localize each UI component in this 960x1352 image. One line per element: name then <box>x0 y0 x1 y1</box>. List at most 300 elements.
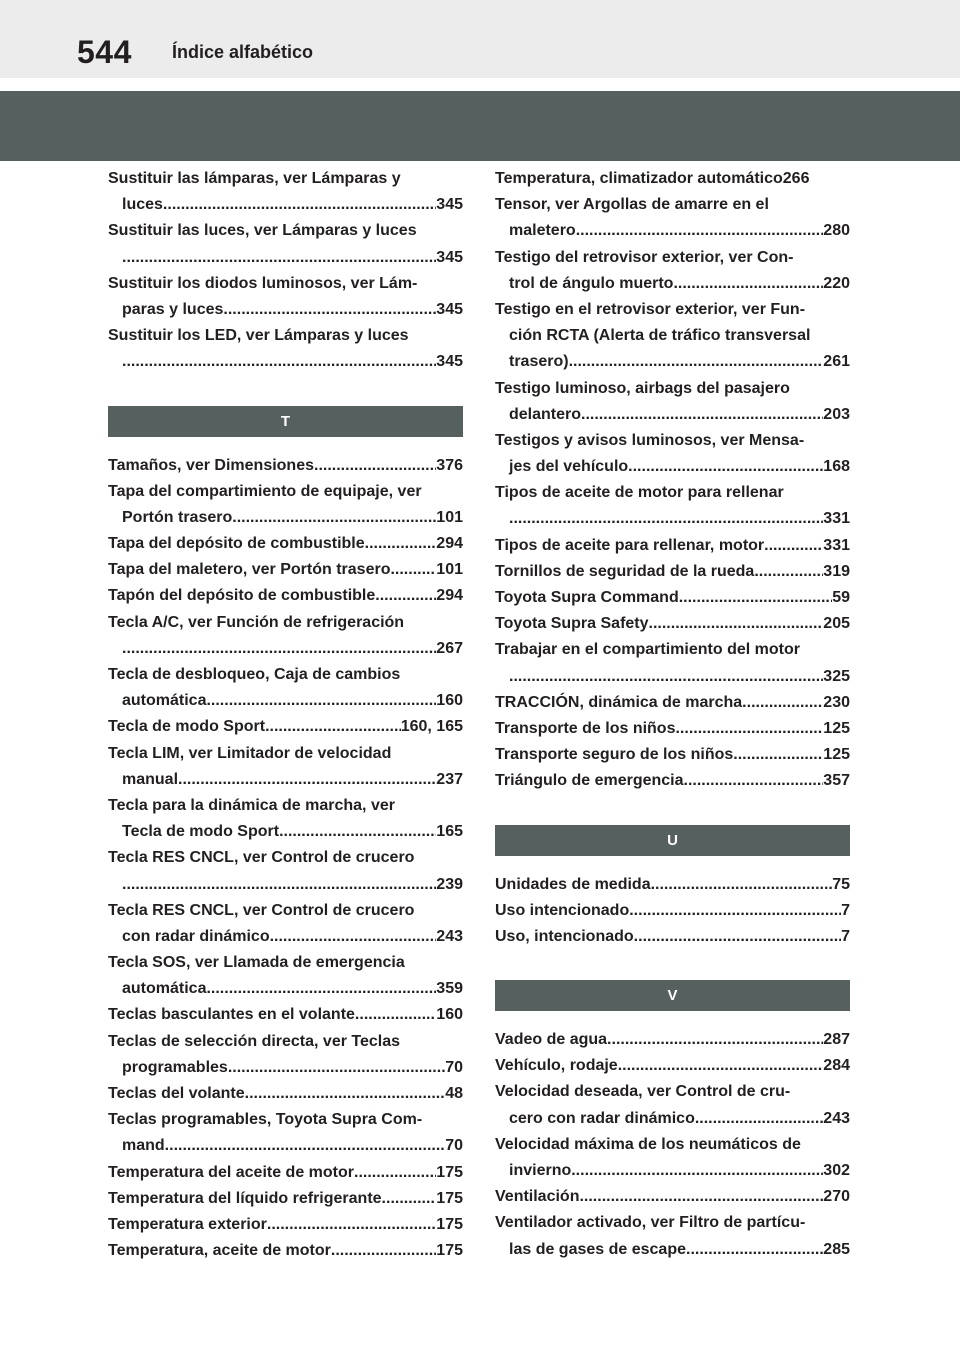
dot-leader <box>267 1212 436 1238</box>
page-reference: 175 <box>436 1163 463 1181</box>
index-term: Tecla RES CNCL, ver Control de crucero <box>108 849 415 867</box>
dot-leader <box>695 1106 823 1132</box>
index-entry-line <box>495 349 850 375</box>
page-header <box>0 0 960 78</box>
index-term: Tapón del depósito de combustible <box>108 587 376 605</box>
page-reference: 175 <box>436 1189 463 1207</box>
page-reference: 7 <box>841 901 850 919</box>
page-reference: 168 <box>823 458 850 476</box>
dot-leader <box>354 1160 436 1186</box>
page-reference: 220 <box>823 274 850 292</box>
index-entry-line <box>495 376 850 402</box>
dot-leader <box>607 1027 823 1053</box>
index-entry <box>495 1027 850 1053</box>
dot-leader <box>673 271 823 297</box>
dot-leader <box>122 245 436 271</box>
index-entry-line <box>108 245 463 271</box>
index-entry <box>495 480 850 532</box>
page-reference: 294 <box>436 587 463 605</box>
index-term: Tecla de modo Sport <box>108 718 266 736</box>
dot-leader <box>649 611 824 637</box>
dot-leader <box>245 1081 446 1107</box>
dot-leader <box>569 349 824 375</box>
index-entry-line <box>108 741 463 767</box>
index-entry <box>108 453 463 479</box>
dot-leader <box>163 192 436 218</box>
dot-leader <box>579 1184 823 1210</box>
page-reference: 345 <box>436 196 463 214</box>
index-term: Testigo luminoso, airbags del pasajero <box>495 379 790 397</box>
index-entry <box>495 872 850 898</box>
index-term: programables <box>122 1058 228 1076</box>
index-entry <box>108 166 463 218</box>
index-entry <box>495 585 850 611</box>
index-entry <box>495 898 850 924</box>
index-entry-line <box>495 1158 850 1184</box>
index-entry <box>108 1002 463 1028</box>
dot-leader <box>279 819 436 845</box>
index-entry-line <box>108 1212 463 1238</box>
index-term: Ventilador activado, ver Filtro de partícu- <box>495 1214 806 1232</box>
index-term: invierno <box>509 1162 572 1179</box>
index-entry-line <box>495 637 850 663</box>
index-term: Tecla de desbloqueo, Caja de cambios <box>108 666 401 683</box>
index-entry-line <box>108 662 463 688</box>
index-entry <box>108 479 463 531</box>
index-term: Triángulo de emergencia <box>495 772 684 790</box>
index-term: Ventilación <box>495 1188 580 1206</box>
index-term: Teclas basculantes en el volante <box>108 1006 355 1024</box>
index-entry <box>495 245 850 297</box>
index-column-right <box>495 166 850 1263</box>
index-entry <box>108 557 463 583</box>
page-reference: 59 <box>832 589 850 606</box>
index-entry <box>108 741 463 793</box>
index-term: Transporte de los niños <box>495 719 676 737</box>
dot-leader <box>375 583 436 609</box>
index-entry-line <box>495 768 850 794</box>
index-entry-line <box>495 1237 850 1263</box>
page-reference: 243 <box>436 927 463 945</box>
index-entry <box>108 662 463 714</box>
index-entry <box>495 1053 850 1079</box>
index-entry-line <box>108 1133 463 1159</box>
page-reference: 287 <box>823 1031 850 1049</box>
index-entry <box>108 1107 463 1159</box>
index-entry-line <box>108 845 463 871</box>
index-term: las de gases de escape <box>509 1240 686 1258</box>
index-term: Velocidad máxima de los neumáticos de <box>495 1135 801 1153</box>
dot-leader <box>634 924 841 950</box>
dot-leader <box>684 768 824 794</box>
page-reference: 7 <box>841 927 850 945</box>
running-title: Índice alfabético <box>172 42 314 62</box>
dot-leader <box>618 1053 824 1079</box>
index-entry-line <box>495 1053 850 1079</box>
index-term: luces <box>122 196 163 214</box>
page-reference: 357 <box>823 772 850 790</box>
index-term: Testigo en el retrovisor exterior, ver Fun- <box>495 300 806 318</box>
index-entry-line <box>108 323 463 349</box>
dot-leader <box>122 872 436 898</box>
page-reference: 270 <box>823 1188 850 1206</box>
section-letter-header: U <box>495 825 850 856</box>
dot-leader <box>206 688 436 714</box>
dot-leader <box>679 585 832 611</box>
dot-leader <box>686 1237 823 1263</box>
index-entry-line <box>108 557 463 583</box>
index-entry-line <box>108 1055 463 1081</box>
page-reference: 319 <box>823 562 850 580</box>
page-reference: 261 <box>823 353 850 371</box>
index-entry <box>495 428 850 480</box>
page-reference: 160, 165 <box>400 718 463 736</box>
index-entry <box>495 192 850 244</box>
page-reference: 70 <box>445 1058 463 1076</box>
page-reference: 175 <box>436 1242 463 1260</box>
index-term: delantero <box>509 405 582 423</box>
index-entry <box>495 690 850 716</box>
index-term: Tecla SOS, ver Llamada de emergencia <box>108 954 405 972</box>
index-term: Testigos y avisos luminosos, ver Mensa- <box>495 431 805 449</box>
index-entry-line <box>108 583 463 609</box>
index-term: automática <box>122 692 207 710</box>
index-entry-line: Temperatura, climatizador automático266 <box>495 170 810 187</box>
index-entry <box>108 845 463 897</box>
dot-leader <box>733 742 823 768</box>
index-term: Teclas de selección directa, ver Teclas <box>108 1032 401 1050</box>
index-entry <box>108 950 463 1002</box>
index-entry-line <box>108 950 463 976</box>
index-entry-line <box>495 506 850 532</box>
index-entry <box>108 793 463 845</box>
index-entry <box>108 898 463 950</box>
index-entry <box>495 637 850 689</box>
page-reference: 243 <box>823 1109 850 1127</box>
index-term: Portón trasero <box>122 508 233 526</box>
page-reference: 280 <box>823 222 850 240</box>
index-term: cero con radar dinámico <box>509 1109 695 1127</box>
index-term: Sustituir los diodos luminosos, ver Lám- <box>108 274 418 292</box>
index-term: Tipos de aceite de motor para rellenar <box>495 484 784 502</box>
index-term: maletero <box>509 222 576 240</box>
index-term: Tornillos de seguridad de la rueda <box>495 562 755 580</box>
index-entry <box>495 533 850 559</box>
index-entry-line <box>108 1160 463 1186</box>
index-entry-line <box>495 1079 850 1105</box>
index-term: Transporte seguro de los niños <box>495 746 734 764</box>
index-entry <box>495 716 850 742</box>
page-reference: 101 <box>436 561 463 579</box>
dot-leader <box>628 454 823 480</box>
dot-leader <box>764 533 823 559</box>
page-reference: 325 <box>823 667 850 685</box>
page-reference: 125 <box>823 746 850 764</box>
dot-leader <box>509 664 823 690</box>
index-entry-line <box>108 1107 463 1133</box>
index-entry <box>108 714 463 740</box>
index-term: trol de ángulo muerto <box>509 274 674 292</box>
index-entry <box>108 1029 463 1081</box>
index-term: ción RCTA (Alerta de tráfico transversal <box>509 327 811 345</box>
index-entry-line <box>108 976 463 1002</box>
page-reference: 205 <box>823 615 850 633</box>
index-entry-line <box>495 872 850 898</box>
index-entry-line <box>108 767 463 793</box>
index-entry <box>495 1132 850 1184</box>
index-entry-line <box>108 453 463 479</box>
index-entry-line <box>495 1027 850 1053</box>
index-term: Vadeo de agua <box>495 1031 608 1049</box>
page-reference: 331 <box>823 536 850 554</box>
index-entry-line <box>495 898 850 924</box>
index-term: Tipos de aceite para rellenar, motor <box>495 536 765 554</box>
page-reference: 48 <box>445 1085 463 1102</box>
index-term: mand <box>122 1137 165 1155</box>
page-reference: 285 <box>823 1240 850 1258</box>
index-entry-line <box>108 349 463 375</box>
index-term: Toyota Supra Command <box>495 589 679 606</box>
index-entry <box>108 218 463 270</box>
dot-leader <box>228 1055 445 1081</box>
index-entry-line <box>495 1132 850 1158</box>
index-term: Uso intencionado <box>495 901 630 919</box>
index-term: Tensor, ver Argollas de amarre en el <box>495 196 769 214</box>
index-term: manual <box>122 770 179 788</box>
dot-leader <box>675 716 823 742</box>
index-term: Teclas del volante <box>108 1085 245 1102</box>
dot-leader <box>651 872 833 898</box>
dot-leader <box>270 924 437 950</box>
dot-leader <box>571 1158 823 1184</box>
index-term: Tecla A/C, ver Función de refrigeración <box>108 613 405 631</box>
dot-leader <box>509 506 823 532</box>
index-entry-line <box>495 716 850 742</box>
dot-leader <box>581 402 823 428</box>
index-term: Tamaños, ver Dimensiones <box>108 456 314 474</box>
index-entry-line <box>495 924 850 950</box>
dot-leader <box>754 559 823 585</box>
index-entry <box>108 323 463 375</box>
index-entry-line <box>495 1184 850 1210</box>
page-reference: 165 <box>436 823 463 841</box>
page-reference: 284 <box>823 1057 850 1075</box>
index-term: Unidades de medida <box>495 875 651 893</box>
index-entry <box>495 1079 850 1131</box>
index-entry-line <box>108 714 463 740</box>
index-entry <box>108 610 463 662</box>
index-term: TRACCIÓN, dinámica de marcha <box>495 693 743 711</box>
index-entry-line <box>108 1029 463 1055</box>
index-term: Velocidad deseada, ver Control de cru- <box>495 1083 791 1101</box>
dot-leader <box>355 1002 436 1028</box>
index-entry-line <box>495 480 850 506</box>
dot-leader <box>382 1186 437 1212</box>
index-entry-line <box>108 636 463 662</box>
index-term: Tapa del compartimiento de equipaje, ver <box>108 482 422 500</box>
dot-leader <box>178 767 436 793</box>
index-entry <box>495 1210 850 1262</box>
index-entry-line <box>495 402 850 428</box>
index-entry-line <box>495 559 850 585</box>
index-entry-line <box>495 690 850 716</box>
index-entry <box>108 1186 463 1212</box>
dot-leader <box>742 690 823 716</box>
index-entry-line <box>495 297 850 323</box>
index-term: Sustituir las luces, ver Lámparas y luces <box>108 222 417 240</box>
index-entry-line <box>108 610 463 636</box>
index-term: Temperatura del líquido refrigerante <box>108 1189 382 1207</box>
index-entry <box>495 1184 850 1210</box>
index-term: Sustituir las lámparas, ver Lámparas y <box>108 170 401 187</box>
page-reference: 294 <box>436 535 463 553</box>
page-reference: 175 <box>436 1215 463 1233</box>
index-entry-line <box>108 924 463 950</box>
dot-leader <box>223 297 436 323</box>
index-term: Trabajar en el compartimiento del motor <box>495 641 800 659</box>
index-entry-line <box>108 1238 463 1264</box>
index-entry <box>495 924 850 950</box>
page-reference: 302 <box>823 1162 850 1179</box>
index-entry-line <box>495 742 850 768</box>
index-term: Teclas programables, Toyota Supra Com- <box>108 1111 423 1129</box>
page-reference: 239 <box>436 875 463 893</box>
index-term: Tapa del maletero, ver Portón trasero <box>108 561 391 579</box>
dot-leader <box>314 453 436 479</box>
index-term: Tecla LIM, ver Limitador de velocidad <box>108 744 392 762</box>
page-reference: 376 <box>436 456 463 474</box>
index-entry <box>108 1212 463 1238</box>
page-reference: 237 <box>436 770 463 788</box>
index-entry-line <box>495 611 850 637</box>
index-entry <box>495 297 850 376</box>
index-entry-line <box>108 1186 463 1212</box>
index-entry <box>495 166 850 192</box>
page-reference: 359 <box>436 980 463 998</box>
index-entry-line <box>495 585 850 611</box>
index-term: Tecla RES CNCL, ver Control de crucero <box>108 901 415 919</box>
index-entry-line <box>495 218 850 244</box>
index-entry <box>495 611 850 637</box>
page-reference: 267 <box>436 639 463 657</box>
index-entry-line <box>495 245 850 271</box>
dot-leader <box>265 714 401 740</box>
dot-leader <box>390 557 436 583</box>
page-reference: 160 <box>436 1006 463 1024</box>
index-term: con radar dinámico <box>122 927 270 945</box>
dot-leader <box>331 1238 436 1264</box>
dot-leader <box>232 505 436 531</box>
dot-leader <box>122 349 436 375</box>
index-term: paras y luces <box>122 300 224 318</box>
page-number: 544 <box>77 34 132 70</box>
index-entry-line <box>108 793 463 819</box>
index-entry-line <box>108 1002 463 1028</box>
index-entry-line <box>495 454 850 480</box>
index-entry <box>108 1081 463 1107</box>
dot-leader <box>122 636 436 662</box>
index-term: Tecla de modo Sport <box>122 823 280 841</box>
index-term: Tecla para la dinámica de marcha, ver <box>108 796 395 814</box>
dot-leader <box>365 531 437 557</box>
index-entry-line <box>108 297 463 323</box>
dot-leader <box>629 898 841 924</box>
index-entry-line <box>108 192 463 218</box>
index-entry-line <box>108 166 463 192</box>
page-reference: 101 <box>436 508 463 526</box>
index-term: trasero) <box>509 353 569 371</box>
index-term: automática <box>122 980 207 998</box>
index-entry <box>495 768 850 794</box>
index-entry-line <box>108 819 463 845</box>
index-entry <box>495 742 850 768</box>
index-entry-line <box>495 428 850 454</box>
index-entry-line <box>495 1210 850 1236</box>
index-entry-line <box>108 688 463 714</box>
index-entry-line <box>108 479 463 505</box>
page-reference: 160 <box>436 692 463 710</box>
index-entry <box>495 376 850 428</box>
index-term: Testigo del retrovisor exterior, ver Con- <box>495 248 794 266</box>
page-reference: 345 <box>436 353 463 371</box>
page-reference: 75 <box>832 875 850 893</box>
index-entry <box>108 271 463 323</box>
index-entry-line <box>495 533 850 559</box>
index-entry-line <box>495 323 850 349</box>
index-entry <box>108 531 463 557</box>
header-band <box>0 91 960 161</box>
index-entry-line <box>108 898 463 924</box>
index-term: Uso, intencionado <box>495 927 634 945</box>
page-reference: 345 <box>436 300 463 318</box>
index-entry-line <box>108 271 463 297</box>
index-term: Tapa del depósito de combustible <box>108 535 365 553</box>
section-letter-header: V <box>495 980 850 1011</box>
index-entry <box>495 559 850 585</box>
index-entry-line <box>108 531 463 557</box>
index-term: Vehículo, rodaje <box>495 1057 618 1075</box>
page-reference: 230 <box>823 693 850 711</box>
index-entry-line <box>108 505 463 531</box>
dot-leader <box>206 976 436 1002</box>
index-term: Temperatura exterior <box>108 1215 267 1233</box>
index-entry-line <box>108 218 463 244</box>
index-term: Toyota Supra Safety <box>495 615 649 633</box>
index-entry-line <box>495 1106 850 1132</box>
page-reference: 331 <box>823 510 850 528</box>
index-column-left <box>108 166 463 1264</box>
page-reference: 125 <box>823 719 850 737</box>
index-term: jes del vehículo <box>509 458 629 476</box>
index-entry-line <box>495 192 850 218</box>
index-entry-line <box>495 664 850 690</box>
index-entry-line <box>108 872 463 898</box>
index-entry <box>108 1160 463 1186</box>
page-reference: 345 <box>436 248 463 266</box>
section-letter-header: T <box>108 406 463 437</box>
index-term: Temperatura, aceite de motor <box>108 1242 331 1260</box>
page-reference: 70 <box>445 1137 463 1155</box>
page-reference: 203 <box>823 405 850 423</box>
index-entry-line <box>108 1081 463 1107</box>
dot-leader <box>576 218 824 244</box>
index-entry <box>108 1238 463 1264</box>
index-term: Sustituir los LED, ver Lámparas y luces <box>108 327 409 345</box>
index-entry-line <box>495 271 850 297</box>
dot-leader <box>165 1133 446 1159</box>
index-term: Temperatura del aceite de motor <box>108 1163 354 1181</box>
index-entry <box>108 583 463 609</box>
